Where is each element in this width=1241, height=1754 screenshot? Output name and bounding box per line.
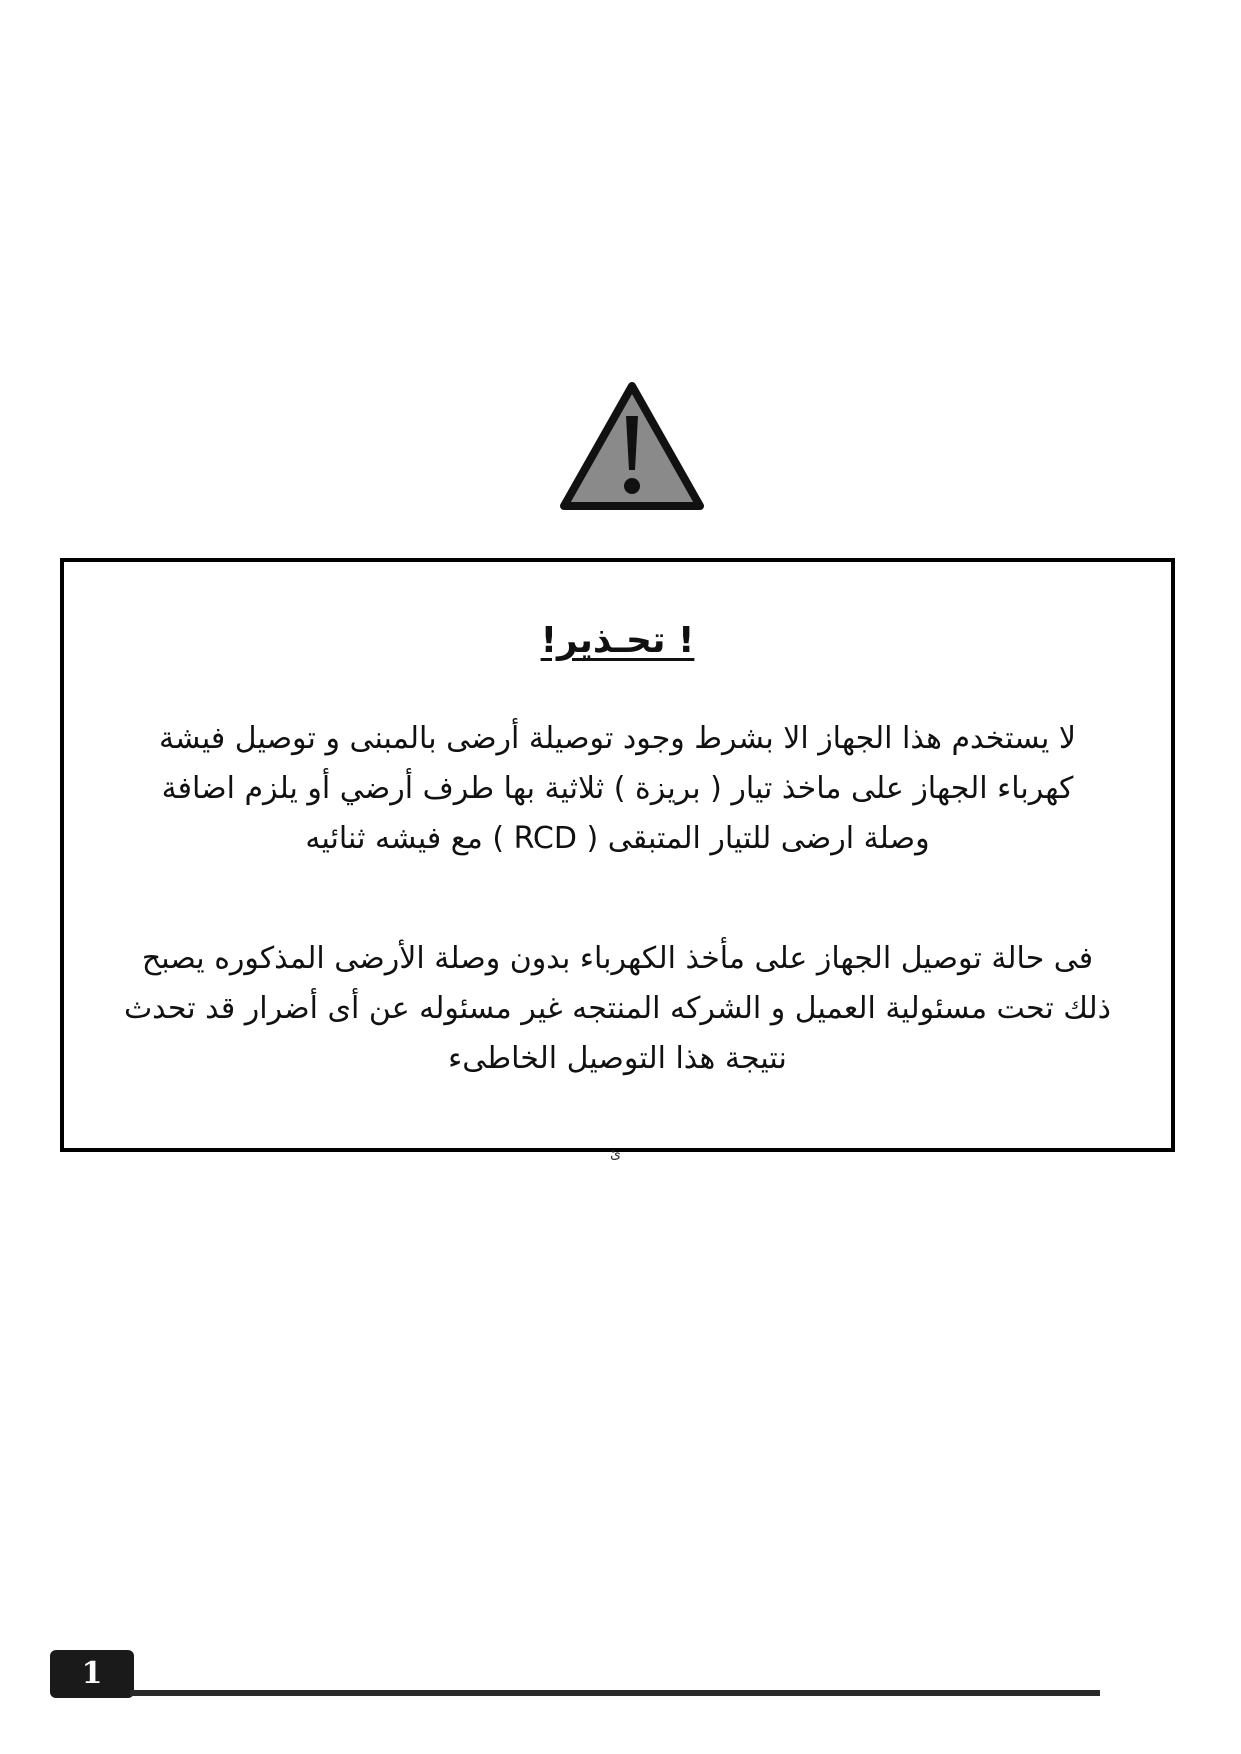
warning-box xyxy=(60,558,1175,1152)
warning-triangle-icon xyxy=(558,380,706,514)
paragraph-line: لا يستخدم هذا الجهاز الا بشرط وجود توصيلة أرضى بالمبنى و توصيل فيشة xyxy=(159,721,1076,756)
grounding-requirement-paragraph xyxy=(84,714,1151,864)
paragraph-line: وصلة ارضى للتيار المتبقى ( RCD ) مع فيشه ثنائيه xyxy=(305,821,930,856)
paragraph-line: فى حالة توصيل الجهاز على مأخذ الكهرباء بدون وصلة الأرضى المذكوره يصبح xyxy=(141,941,1094,976)
stray-glyph: ئ xyxy=(610,1146,621,1162)
page-number-badge: 1 xyxy=(50,1650,134,1698)
footer-rule xyxy=(130,1690,1100,1696)
paragraph-line: نتيجة هذا التوصيل الخاطىء xyxy=(448,1041,787,1076)
paragraph-line: كهرباء الجهاز على ماخذ تيار ( بريزة ) ثلاثية بها طرف أرضي أو يلزم اضافة xyxy=(161,771,1074,806)
paragraph-line: ذلك تحت مسئولية العميل و الشركه المنتجه غير مسئوله عن أى أضرار قد تحدث xyxy=(123,991,1112,1026)
warning-title: ! تحـذير! xyxy=(540,620,695,661)
liability-paragraph xyxy=(84,934,1151,1084)
